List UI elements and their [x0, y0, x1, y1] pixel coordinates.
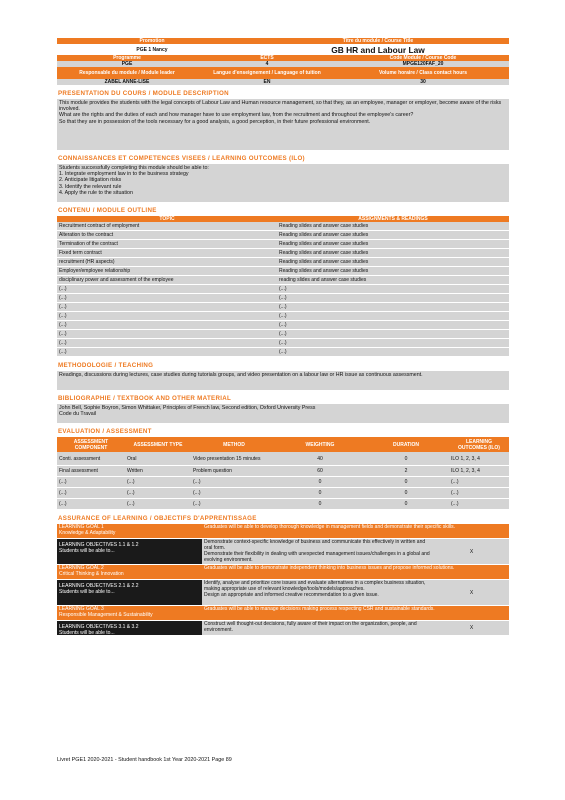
outline-row: [57, 339, 509, 348]
learning-objective-row: [57, 539, 509, 565]
evaluation-cell: 0: [318, 490, 322, 496]
learning-goal-row: [57, 524, 509, 539]
objective-title: LEARNING OBJECTIVES 3.1 & 3.2 Students will be able to...: [57, 621, 202, 635]
outcomes-heading: CONNAISSANCES ET COMPETENCES VISEES / LEARNING OUTCOMES (ILO): [58, 155, 305, 162]
leader-value: ZABEL ANNE-LISE: [104, 79, 150, 85]
evaluation-cell: Oral: [127, 455, 137, 462]
outline-assignment: Reading slides and answer case studies: [279, 223, 369, 229]
eval-col-ilo: LEARNING OUTCOMES (ILO): [458, 438, 500, 451]
eval-col-weighting: WEIGHTING: [305, 441, 335, 448]
outline-assignment: (...): [279, 340, 287, 346]
outline-assignment: (...): [279, 295, 287, 301]
learning-objective-row: [57, 621, 509, 636]
evaluation-cell: 60: [317, 468, 323, 474]
ects-label: ECTS: [197, 55, 337, 61]
volume-label: Volume horaire / Class contact hours: [379, 70, 467, 76]
outline-topic: Employer/employee relationship: [59, 268, 131, 274]
outline-row: [57, 303, 509, 312]
evaluation-row: [57, 466, 509, 477]
outline-heading: CONTENU / MODULE OUTLINE: [58, 207, 157, 214]
goal-text: Graduates will be able to demonstrate independent thinking into business issues and propose informed solutions.: [204, 565, 455, 571]
evaluation-cell: (...): [451, 490, 459, 496]
outline-assignment: Reading slides and answer case studies: [279, 268, 369, 274]
evaluation-cell: 0: [404, 455, 408, 462]
outline-assignment: (...): [279, 313, 287, 319]
evaluation-cell: (...): [127, 479, 135, 485]
learning-goal-row: [57, 565, 509, 580]
evaluation-cell: (...): [127, 501, 135, 507]
evaluation-header-row: [57, 437, 509, 452]
evaluation-row: [57, 488, 509, 499]
outline-topic: (...): [59, 286, 67, 292]
evaluation-cell: ILO 1, 2, 3, 4: [451, 468, 480, 474]
evaluation-cell: 0: [404, 479, 408, 485]
evaluation-cell: 0: [404, 490, 408, 496]
outline-topic: disciplinary power and assessment of the employee: [59, 277, 174, 283]
outline-topic: (...): [59, 322, 67, 328]
outline-assignment: (...): [279, 331, 287, 337]
goal-text: Graduates will be able to manage decisions making process respecting CSR and sustainable standards.: [204, 606, 435, 612]
outline-assignment: Reading slides and answer case studies: [279, 259, 369, 265]
evaluation-cell: Video presentation 15 minutes: [193, 455, 261, 462]
eval-col-type: ASSESSMENT TYPE: [133, 441, 183, 448]
objective-mark: X: [434, 539, 509, 564]
outline-row: [57, 222, 509, 231]
outline-row: [57, 231, 509, 240]
header-table: [57, 38, 509, 85]
evaluation-heading: EVALUATION / ASSESSMENT: [58, 428, 152, 435]
outline-table: [57, 216, 509, 357]
assurance-table: [57, 524, 509, 636]
outline-topic: Fixed term contract: [59, 250, 102, 256]
outline-row: [57, 267, 509, 276]
evaluation-rows: [57, 452, 509, 510]
ects-value: 4: [265, 61, 269, 67]
outcomes-text: Students successfully completing this module should be able to: 1. Integrate employment law in to the business strategy 2. Anticipate litigation risks 3. Identify the relevant rule 4. Apply the rule to the situation: [57, 164, 509, 202]
evaluation-cell: Conti. assessment: [59, 455, 101, 462]
presentation-heading: PRESENTATION DU COURS / MODULE DESCRIPTION: [58, 90, 229, 97]
outline-topic-header: TOPIC: [57, 216, 277, 222]
evaluation-cell: (...): [193, 479, 201, 485]
outline-assignment: reading slides and answer case studies: [279, 277, 367, 283]
course-title: GB HR and Labour Law: [331, 44, 425, 55]
evaluation-cell: (...): [59, 501, 67, 507]
outline-assignment: (...): [279, 286, 287, 292]
outline-topic: (...): [59, 313, 67, 319]
code-label: Code Module / Course Code: [337, 55, 509, 61]
evaluation-cell: (...): [193, 501, 201, 507]
evaluation-cell: 0: [404, 501, 408, 507]
evaluation-cell: (...): [451, 501, 459, 507]
assurance-heading: ASSURANCE OF LEARNING / OBJECTIFS D'APPRENTISSAGE: [58, 515, 257, 522]
promotion-label: Promotion: [57, 38, 247, 44]
outline-row: [57, 294, 509, 303]
outline-row: [57, 321, 509, 330]
evaluation-cell: (...): [451, 479, 459, 485]
page-footer: Livret PGE1 2020-2021 - Student handbook 1st Year 2020-2021 Page 89: [57, 757, 232, 763]
evaluation-row: [57, 499, 509, 510]
outline-assignment: Reading slides and answer case studies: [279, 250, 369, 256]
outline-topic: Alteration to the contract: [59, 232, 114, 238]
outline-row: [57, 249, 509, 258]
outline-topic: (...): [59, 349, 67, 355]
code-value: MPGE120FAF_20: [402, 61, 444, 67]
outline-assign-header: ASSIGNMENTS & READINGS: [277, 216, 509, 222]
eval-col-duration: DURATION: [392, 441, 419, 448]
promotion-value: PGE 1 Nancy: [136, 46, 168, 53]
outline-topic: Recruitment contract of employment: [59, 223, 140, 229]
bibliography-text: John Bell, Sophie Boyron, Simon Whittaker, Principles of French law, Second edition, Oxford University Press Code du Travail: [57, 404, 509, 423]
outline-topic: (...): [59, 295, 67, 301]
objective-text: Identify, analyse and prioritize core issues and evaluate alternatives in a complex business situation, making appropriate use of relevant knowledge/tools/models/approaches. Design an appropriate and informed creative recommendation to a given issue.: [202, 580, 434, 605]
evaluation-cell: 0: [318, 479, 322, 485]
goal-text: Graduates will be able to develop thorough knowledge in management fields and demonstrate their specific skills.: [204, 524, 455, 530]
evaluation-cell: Final assessment: [59, 468, 98, 474]
outline-row: [57, 240, 509, 249]
outline-assignment: Reading slides and answer case studies: [279, 241, 369, 247]
objective-title: LEARNING OBJECTIVES 1.1 & 1.2 Students will be able to...: [57, 539, 202, 564]
evaluation-cell: ILO 1, 2, 3, 4: [451, 455, 480, 462]
course-sheet: [57, 38, 509, 636]
outline-row: [57, 285, 509, 294]
volume-value: 30: [420, 79, 426, 85]
outline-rows: [57, 222, 509, 357]
outline-topic: (...): [59, 304, 67, 310]
evaluation-cell: Problem question: [193, 468, 232, 474]
objective-mark: X: [434, 621, 509, 635]
outline-assignment: Reading slides and answer case studies: [279, 232, 369, 238]
outline-row: [57, 312, 509, 321]
outline-topic: recruitment (HR aspects): [59, 259, 115, 265]
evaluation-cell: (...): [193, 490, 201, 496]
goal-title: LEARNING GOAL 3 Responsible Management & Sustainability: [59, 606, 153, 618]
evaluation-cell: 40: [317, 455, 323, 462]
objective-title: LEARNING OBJECTIVES 2.1 & 2.2 Students will be able to...: [57, 580, 202, 605]
title-label: Titre du module / Course Title: [247, 38, 509, 44]
methodology-heading: METHODOLOGIE / TEACHING: [58, 362, 154, 369]
outline-row: [57, 348, 509, 357]
langue-label: Langue d'enseignement / Language of tuition: [213, 70, 321, 76]
outline-row: [57, 330, 509, 339]
evaluation-cell: 0: [318, 501, 322, 507]
langue-value: EN: [263, 79, 271, 85]
objective-text: Construct well thought-out decisions, fully aware of their impact on the organization, people, and environment.: [202, 621, 434, 635]
evaluation-table: [57, 437, 509, 510]
programme-label: Programme: [57, 55, 197, 61]
goal-title: LEARNING GOAL 2 Critical Thinking & Innovation: [59, 565, 124, 577]
eval-col-component: ASSESSMENT COMPONENT: [73, 438, 109, 451]
learning-goal-row: [57, 606, 509, 621]
methodology-text: Readings, discussions during lectures, case studies during tutorials groups, and video presentation on a labour law or HR issue as continuous assessment.: [57, 371, 509, 390]
outline-topic: (...): [59, 331, 67, 337]
evaluation-cell: (...): [127, 490, 135, 496]
leader-label: Responsable du module / Module leader: [79, 70, 175, 76]
objective-text: Demonstrate context-specific knowledge of business and communicate this effectively in written and oral form. Demonstrate their flexibility in dealing with unexpected management issues/challenges in a global and evolving environment.: [202, 539, 434, 564]
evaluation-row: [57, 477, 509, 488]
evaluation-cell: (...): [59, 490, 67, 496]
presentation-text: This module provides the students with the legal concepts of Labour Law and Human resource management, so that they, as an employee, manager or employer, become aware of the risks involved. What are the rights and the duties of each and how manager have to use employment law, from the recruitment and throughout the employee's career? So that they are in possession of the tools necessary for a good analysis, a good perception, in their future professional environment.: [57, 99, 509, 150]
eval-col-method: METHOD: [223, 441, 245, 448]
objective-mark: X: [434, 580, 509, 605]
outline-topic: Termination of the contract: [59, 241, 118, 247]
outline-assignment: (...): [279, 349, 287, 355]
outline-assignment: (...): [279, 322, 287, 328]
outline-row: [57, 258, 509, 267]
programme-value: PGE: [121, 61, 133, 67]
evaluation-cell: Written: [127, 468, 143, 474]
evaluation-row: [57, 452, 509, 466]
learning-objective-row: [57, 580, 509, 606]
bibliography-heading: BIBLIOGRAPHIE / TEXTBOOK AND OTHER MATERIAL: [58, 395, 232, 402]
outline-assignment: (...): [279, 304, 287, 310]
evaluation-cell: (...): [59, 479, 67, 485]
outline-row: [57, 276, 509, 285]
goal-title: LEARNING GOAL 1 Knowledge & Adaptability: [59, 524, 116, 536]
evaluation-cell: 2: [404, 468, 408, 474]
outline-topic: (...): [59, 340, 67, 346]
